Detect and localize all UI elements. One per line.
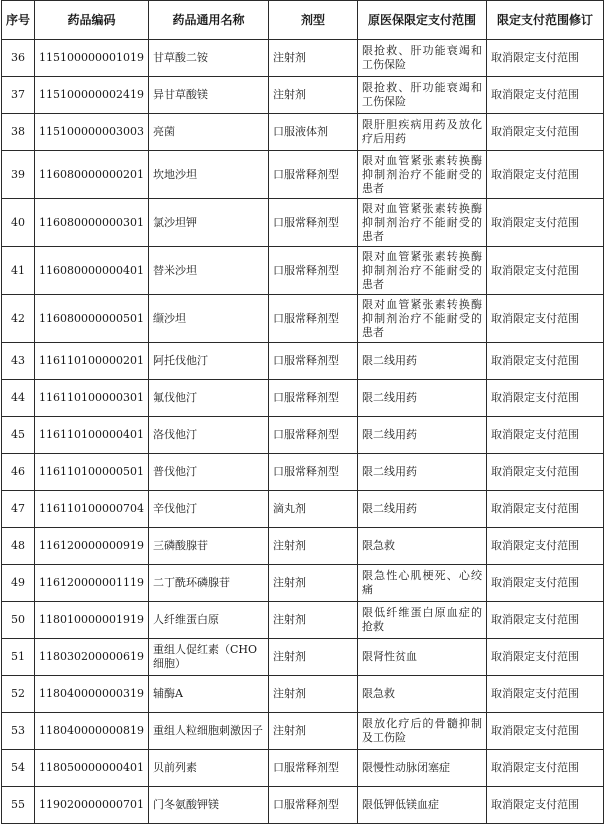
cell-original-scope: 限急性心肌梗死、心绞痛 [358,565,487,602]
cell-form: 口服常释剂型 [269,750,358,787]
cell-name: 氟伐他汀 [149,380,269,417]
table-row [2,295,604,343]
cell-code: 116110100000501 [35,454,149,491]
table-row [2,528,604,565]
cell-original-scope: 限慢性动脉闭塞症 [358,750,487,787]
cell-revision: 取消限定支付范围 [487,417,604,454]
cell-name: 三磷酸腺苷 [149,528,269,565]
header-name: 药品通用名称 [149,1,269,40]
cell-no: 55 [2,787,35,824]
table-row [2,151,604,199]
table-row [2,713,604,750]
cell-original-scope: 限放化疗后的骨髓抑制及工伤险 [358,713,487,750]
cell-code: 116080000000501 [35,295,149,343]
table-row [2,565,604,602]
cell-original-scope: 限二线用药 [358,491,487,528]
cell-no: 52 [2,676,35,713]
cell-revision: 取消限定支付范围 [487,602,604,639]
cell-revision: 取消限定支付范围 [487,343,604,380]
cell-original-scope: 限急救 [358,528,487,565]
table-row [2,343,604,380]
cell-no: 47 [2,491,35,528]
cell-no: 51 [2,639,35,676]
table-row [2,77,604,114]
cell-original-scope: 限低纤维蛋白原血症的抢救 [358,602,487,639]
cell-name: 普伐他汀 [149,454,269,491]
header-revision: 限定支付范围修订 [487,1,604,40]
cell-form: 注射剂 [269,40,358,77]
cell-code: 115100000003003 [35,114,149,151]
cell-no: 43 [2,343,35,380]
cell-name: 阿托伐他汀 [149,343,269,380]
cell-name: 坎地沙坦 [149,151,269,199]
cell-form: 口服常释剂型 [269,343,358,380]
cell-code: 116110100000401 [35,417,149,454]
cell-no: 41 [2,247,35,295]
cell-original-scope: 限肝胆疾病用药及放化疗后用药 [358,114,487,151]
cell-revision: 取消限定支付范围 [487,750,604,787]
cell-original-scope: 限对血管紧张素转换酶抑制剂治疗不能耐受的患者 [358,247,487,295]
drug-table [1,0,604,824]
cell-code: 118040000000819 [35,713,149,750]
cell-name: 辛伐他汀 [149,491,269,528]
header-no: 序号 [2,1,35,40]
cell-revision: 取消限定支付范围 [487,491,604,528]
cell-no: 53 [2,713,35,750]
cell-no: 37 [2,77,35,114]
cell-name: 亮菌 [149,114,269,151]
cell-original-scope: 限二线用药 [358,380,487,417]
cell-no: 50 [2,602,35,639]
cell-no: 49 [2,565,35,602]
header-original-scope: 原医保限定支付范围 [358,1,487,40]
cell-code: 116110100000704 [35,491,149,528]
table-row [2,380,604,417]
cell-name: 氯沙坦钾 [149,199,269,247]
cell-original-scope: 限二线用药 [358,454,487,491]
cell-form: 口服常释剂型 [269,295,358,343]
cell-form: 口服常释剂型 [269,417,358,454]
cell-code: 118030200000619 [35,639,149,676]
cell-code: 116080000000301 [35,199,149,247]
cell-name: 重组人粒细胞刺激因子 [149,713,269,750]
cell-revision: 取消限定支付范围 [487,676,604,713]
cell-code: 119020000000701 [35,787,149,824]
cell-form: 注射剂 [269,602,358,639]
cell-name: 洛伐他汀 [149,417,269,454]
cell-name: 辅酶A [149,676,269,713]
cell-name: 重组人促红素（CHO细胞） [149,639,269,676]
cell-revision: 取消限定支付范围 [487,151,604,199]
cell-revision: 取消限定支付范围 [487,454,604,491]
cell-name: 缬沙坦 [149,295,269,343]
cell-form: 滴丸剂 [269,491,358,528]
header-code: 药品编码 [35,1,149,40]
cell-revision: 取消限定支付范围 [487,380,604,417]
cell-name: 贝前列素 [149,750,269,787]
cell-revision: 取消限定支付范围 [487,295,604,343]
table-body [2,40,604,824]
cell-original-scope: 限对血管紧张素转换酶抑制剂治疗不能耐受的患者 [358,295,487,343]
cell-revision: 取消限定支付范围 [487,199,604,247]
cell-revision: 取消限定支付范围 [487,528,604,565]
cell-revision: 取消限定支付范围 [487,114,604,151]
cell-code: 116080000000401 [35,247,149,295]
cell-form: 注射剂 [269,639,358,676]
table-row [2,114,604,151]
table-row [2,676,604,713]
cell-revision: 取消限定支付范围 [487,565,604,602]
cell-code: 118040000000319 [35,676,149,713]
cell-form: 注射剂 [269,713,358,750]
cell-code: 116110100000201 [35,343,149,380]
cell-name: 人纤维蛋白原 [149,602,269,639]
table-row [2,247,604,295]
cell-code: 115100000001019 [35,40,149,77]
cell-form: 口服常释剂型 [269,787,358,824]
cell-original-scope: 限肾性贫血 [358,639,487,676]
cell-code: 118050000000401 [35,750,149,787]
cell-no: 39 [2,151,35,199]
cell-revision: 取消限定支付范围 [487,247,604,295]
cell-revision: 取消限定支付范围 [487,787,604,824]
cell-name: 异甘草酸镁 [149,77,269,114]
cell-form: 注射剂 [269,77,358,114]
cell-code: 116110100000301 [35,380,149,417]
cell-revision: 取消限定支付范围 [487,77,604,114]
cell-no: 48 [2,528,35,565]
cell-original-scope: 限急救 [358,676,487,713]
cell-original-scope: 限低钾低镁血症 [358,787,487,824]
cell-original-scope: 限抢救、肝功能衰竭和工伤保险 [358,77,487,114]
cell-form: 口服液体剂 [269,114,358,151]
cell-form: 口服常释剂型 [269,454,358,491]
header-row [2,1,604,40]
cell-no: 45 [2,417,35,454]
cell-no: 44 [2,380,35,417]
table-row [2,40,604,77]
cell-form: 口服常释剂型 [269,151,358,199]
cell-name: 甘草酸二铵 [149,40,269,77]
table-row [2,454,604,491]
header-form: 剂型 [269,1,358,40]
table-row [2,639,604,676]
cell-form: 口服常释剂型 [269,247,358,295]
cell-code: 115100000002419 [35,77,149,114]
cell-name: 门冬氨酸钾镁 [149,787,269,824]
cell-name: 替米沙坦 [149,247,269,295]
cell-no: 38 [2,114,35,151]
cell-form: 注射剂 [269,565,358,602]
cell-original-scope: 限抢救、肝功能衰竭和工伤保险 [358,40,487,77]
cell-code: 118010000001919 [35,602,149,639]
table-row [2,602,604,639]
cell-form: 口服常释剂型 [269,380,358,417]
cell-no: 36 [2,40,35,77]
cell-revision: 取消限定支付范围 [487,40,604,77]
cell-original-scope: 限二线用药 [358,343,487,380]
cell-no: 46 [2,454,35,491]
cell-code: 116120000001119 [35,565,149,602]
cell-name: 二丁酰环磷腺苷 [149,565,269,602]
cell-no: 42 [2,295,35,343]
cell-no: 40 [2,199,35,247]
table-row [2,417,604,454]
table-row [2,491,604,528]
table-row [2,199,604,247]
table-row [2,750,604,787]
cell-original-scope: 限二线用药 [358,417,487,454]
cell-form: 注射剂 [269,528,358,565]
cell-revision: 取消限定支付范围 [487,713,604,750]
cell-form: 口服常释剂型 [269,199,358,247]
cell-code: 116120000000919 [35,528,149,565]
cell-original-scope: 限对血管紧张素转换酶抑制剂治疗不能耐受的患者 [358,199,487,247]
cell-revision: 取消限定支付范围 [487,639,604,676]
cell-form: 注射剂 [269,676,358,713]
cell-no: 54 [2,750,35,787]
cell-code: 116080000000201 [35,151,149,199]
cell-original-scope: 限对血管紧张素转换酶抑制剂治疗不能耐受的患者 [358,151,487,199]
